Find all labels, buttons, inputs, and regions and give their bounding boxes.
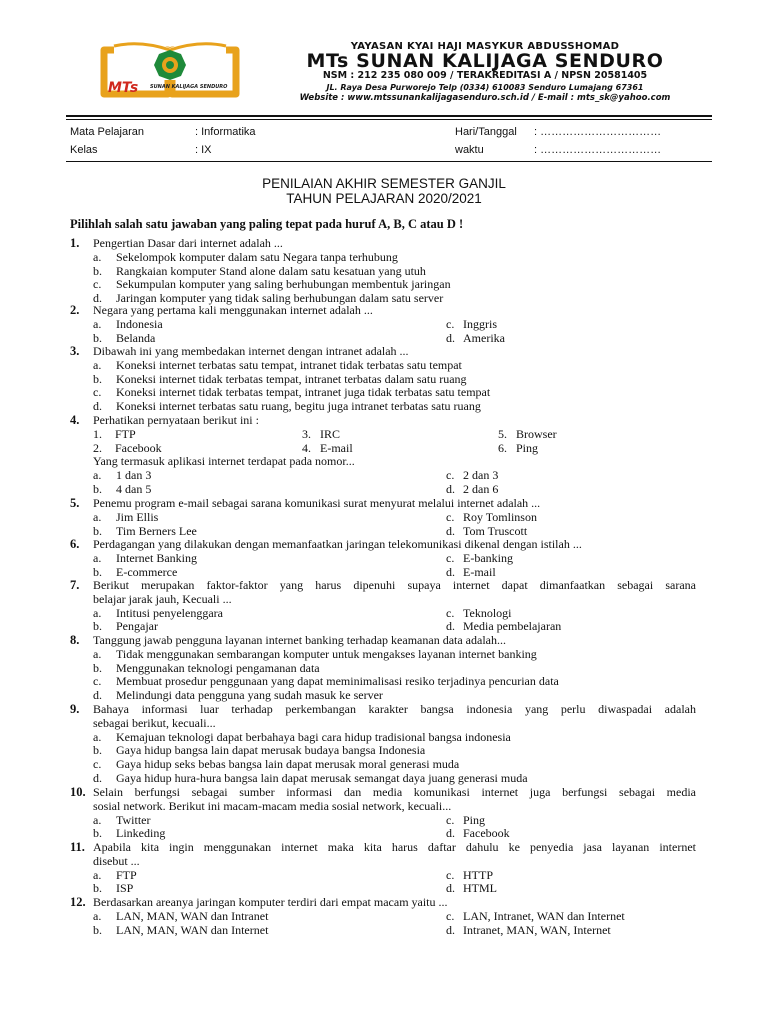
question-text: sebagai berikut, kecuali... (93, 715, 216, 730)
question-text: Bahaya informasi luar terhadap perkembangan karakter bangsa indonesia yang perlu diwaspadai adalah (93, 702, 696, 716)
option-letter: a. (93, 867, 102, 882)
option-letter: d. (93, 291, 102, 306)
answer-option: Kemajuan teknologi dapat berbahaya bagi cara hidup tradisional bangsa indonesia (116, 729, 511, 744)
answer-option: Ping (463, 812, 486, 827)
answer-option: Belanda (116, 330, 156, 345)
option-letter: a. (93, 357, 102, 372)
statement-item-number: 1. (93, 426, 102, 441)
option-letter: b. (93, 263, 102, 278)
question-number: 8. (70, 633, 80, 647)
option-letter: b. (93, 482, 102, 496)
question-number: 4. (70, 413, 80, 427)
option-letter: a. (93, 729, 102, 744)
option-letter: c. (446, 867, 455, 882)
answer-option: Melindungi data pengguna yang sudah masuk ke server (116, 688, 383, 703)
answer-option: Membuat prosedur penggunaan yang dapat meminimalisasi resiko terjadinya pencurian data (116, 674, 559, 689)
subject-value: : Informatika (195, 126, 256, 138)
logo-text: MTs (108, 80, 139, 96)
option-letter: b. (93, 660, 102, 675)
question-text: belajar jarak jauh, Kecuali ... (93, 591, 232, 606)
question-number: 3. (70, 344, 80, 358)
option-letter: a. (93, 468, 102, 483)
question-number: 10. (70, 785, 86, 799)
answer-option: Menggunakan teknologi pengamanan data (116, 660, 320, 675)
option-letter: a. (93, 550, 102, 565)
exam-title-line2: TAHUN PELAJARAN 2020/2021 (286, 191, 482, 206)
date-value: : …………………………… (534, 126, 662, 138)
answer-option: Koneksi internet terbatas satu ruang, begitu juga intranet terbatas satu ruang (116, 399, 481, 414)
answer-option: Tim Berners Lee (116, 523, 197, 538)
time-label: waktu (455, 144, 484, 156)
option-letter: b. (93, 826, 102, 841)
class-value: : IX (195, 144, 212, 156)
question-text: Penemu program e-mail sebagai sarana komunikasi surat menyurat melalui internet adalah ... (93, 496, 541, 510)
answer-option: Indonesia (116, 316, 163, 331)
option-letter: a. (93, 605, 102, 620)
option-letter: c. (446, 812, 455, 827)
option-letter: d. (446, 564, 455, 579)
question-text: Tanggung jawab pengguna layanan internet banking terhadap keamanan data adalah... (93, 633, 506, 647)
option-letter: d. (446, 922, 455, 937)
question-text: Berdasarkan areanya jaringan komputer terdiri dari empat macam yaitu ... (93, 895, 448, 909)
option-letter: d. (446, 826, 455, 841)
answer-option: Teknologi (463, 605, 512, 620)
question-text: Berikut merupakan faktor-faktor yang harus dipenuhi supaya internet dapat dimanfaatkan sebagai sarana (93, 578, 696, 592)
school-name: MTs SUNAN KALIJAGA SENDURO (306, 50, 664, 72)
question-number: 2. (70, 303, 80, 317)
question-text: Negara yang pertama kali menggunakan internet adalah ... (93, 303, 373, 317)
statement-item: Facebook (115, 440, 162, 455)
statement-item: E-mail (320, 440, 353, 455)
answer-option: 2 dan 6 (463, 482, 499, 496)
statement-item-number: 4. (302, 440, 311, 455)
question-number: 11. (70, 840, 85, 854)
statement-item: IRC (320, 426, 341, 441)
option-letter: c. (446, 316, 455, 331)
foundation-name: YAYASAN KYAI HAJI MASYKUR ABDUSSHOMAD (350, 41, 620, 52)
class-label: Kelas (70, 144, 98, 156)
statement-item: Ping (516, 440, 539, 455)
answer-option: Koneksi internet terbatas satu tempat, intranet tidak terbatas satu tempat (116, 357, 462, 372)
option-letter: c. (446, 550, 455, 565)
answer-option: E-mail (463, 564, 496, 579)
answer-option: Twitter (116, 812, 151, 827)
statement-item-number: 5. (498, 426, 507, 441)
answer-option: Gaya hidup bangsa lain dapat merusak budaya bangsa Indonesia (116, 743, 426, 758)
option-letter: a. (93, 908, 102, 923)
statement-item: FTP (115, 426, 136, 441)
question-number: 1. (70, 236, 80, 250)
answer-option: Jaringan komputer yang tidak saling berhubungan dalam satu server (116, 291, 444, 306)
answer-option: Linkeding (116, 826, 166, 841)
registration-line: NSM : 212 235 080 009 / TERAKREDITASI A / NPSN 20581405 (322, 70, 648, 81)
option-letter: a. (93, 316, 102, 331)
answer-option: 1 dan 3 (116, 468, 152, 483)
answer-option: LAN, MAN, WAN dan Intranet (116, 908, 269, 923)
option-letter: b. (93, 564, 102, 579)
option-letter: d. (446, 482, 455, 496)
answer-option: Koneksi internet tidak terbatas tempat, intranet terbatas dalam satu ruang (116, 371, 467, 386)
answer-option: LAN, Intranet, WAN dan Internet (463, 908, 625, 923)
statement-item-number: 2. (93, 440, 102, 455)
option-letter: d. (446, 330, 455, 345)
question-text: sosial network. Berikut ini macam-macam media sosial network, kecuali... (93, 798, 452, 813)
option-letter: c. (446, 509, 455, 524)
option-letter: b. (93, 881, 102, 896)
option-letter: c. (93, 385, 102, 400)
answer-option: ISP (116, 881, 134, 896)
instruction: Pilihlah salah satu jawaban yang paling tepat pada huruf A, B, C atau D ! (70, 217, 464, 231)
option-letter: b. (93, 619, 102, 634)
answer-option: LAN, MAN, WAN dan Internet (116, 922, 269, 937)
question-text: Perhatikan pernyataan berikut ini : (93, 413, 259, 427)
option-letter: b. (93, 523, 102, 538)
answer-option: Intranet, MAN, WAN, Internet (463, 922, 611, 937)
statement-item-number: 6. (498, 440, 507, 455)
option-letter: a. (93, 812, 102, 827)
answer-option: Tidak menggunakan sembarangan komputer untuk mengakses layanan internet banking (116, 646, 537, 661)
question-text: Dibawah ini yang membedakan internet dengan intranet adalah ... (93, 344, 409, 358)
answer-option: Sekumpulan komputer yang saling berhubungan membentuk jaringan (116, 277, 451, 292)
date-label: Hari/Tanggal (455, 126, 517, 138)
time-value: : …………………………… (534, 144, 662, 156)
option-letter: c. (93, 674, 102, 689)
question-text: disebut ... (93, 853, 140, 868)
question-number: 5. (70, 496, 80, 510)
answer-option: HTML (463, 881, 497, 896)
answer-option: Jim Ellis (116, 509, 159, 524)
school-website: Website : www.mtssunankalijagasenduro.sch.id / E-mail : mts_sk@yahoo.com (299, 93, 671, 103)
question-text: Selain berfungsi sebagai sumber informasi dan media komunikasi internet juga berfungsi sebagai media (93, 785, 696, 799)
subject-label: Mata Pelajaran (70, 126, 144, 138)
answer-option: Koneksi internet tidak terbatas tempat, intranet juga tidak terbatas satu tempat (116, 385, 491, 400)
question-number: 7. (70, 578, 80, 592)
option-letter: c. (93, 757, 102, 772)
logo-subtext: SUNAN KALIJAGA SENDURO (150, 84, 228, 90)
answer-option: Roy Tomlinson (463, 509, 537, 524)
option-letter: b. (93, 330, 102, 345)
option-letter: d. (446, 881, 455, 896)
answer-option: Internet Banking (116, 550, 197, 565)
option-letter: d. (93, 688, 102, 703)
answer-option: 4 dan 5 (116, 482, 152, 496)
question-text: Perdagangan yang dilakukan dengan memanfaatkan jaringan telekomunikasi dikenal dengan istilah ... (93, 537, 582, 551)
option-letter: c. (446, 468, 455, 483)
answer-option: Rangkaian komputer Stand alone dalam satu kesatuan yang utuh (116, 263, 426, 278)
question-number: 6. (70, 537, 80, 551)
statement-item-number: 3. (302, 426, 311, 441)
question-number: 9. (70, 702, 80, 716)
option-letter: a. (93, 646, 102, 661)
option-letter: c. (93, 277, 102, 292)
option-letter: a. (93, 509, 102, 524)
answer-option: 2 dan 3 (463, 468, 499, 483)
answer-option: FTP (116, 867, 137, 882)
question-text: Pengertian Dasar dari internet adalah ... (93, 236, 283, 250)
answer-option: Sekelompok komputer dalam satu Negara tanpa terhubung (116, 249, 398, 264)
school-address: JL. Raya Desa Purworejo Telp (0334) 610083 Senduro Lumajang 67361 (326, 83, 644, 92)
option-letter: d. (93, 771, 102, 785)
answer-option: Media pembelajaran (463, 619, 562, 634)
answer-option: Pengajar (116, 619, 158, 634)
answer-option: Inggris (463, 316, 497, 331)
answer-option: Facebook (463, 826, 510, 841)
answer-option: Intitusi penyelenggara (116, 605, 223, 620)
answer-option: Amerika (463, 330, 505, 345)
option-letter: c. (446, 908, 455, 923)
exam-title-line1: PENILAIAN AKHIR SEMESTER GANJIL (262, 176, 506, 191)
option-letter: b. (93, 922, 102, 937)
answer-option: HTTP (463, 867, 493, 882)
option-letter: d. (93, 399, 102, 414)
answer-option: E-commerce (116, 564, 178, 579)
statement-item: Browser (516, 426, 557, 441)
answer-option: Gaya hidup seks bebas bangsa lain dapat merusak moral generasi muda (116, 757, 460, 772)
option-letter: a. (93, 249, 102, 264)
answer-option: E-banking (463, 550, 513, 565)
answer-option: Gaya hidup hura-hura bangsa lain dapat merusak semangat daya juang generasi muda (116, 771, 528, 785)
question-subtext: Yang termasuk aplikasi internet terdapat pada nomor... (93, 454, 355, 469)
answer-option: Tom Truscott (463, 523, 528, 538)
option-letter: d. (446, 619, 455, 634)
question-number: 12. (70, 895, 86, 909)
option-letter: c. (446, 605, 455, 620)
option-letter: b. (93, 743, 102, 758)
option-letter: b. (93, 371, 102, 386)
question-text: Apabila kita ingin menggunakan internet maka kita harus daftar dahulu ke penyedia jasa layanan internet (93, 840, 696, 854)
option-letter: d. (446, 523, 455, 538)
